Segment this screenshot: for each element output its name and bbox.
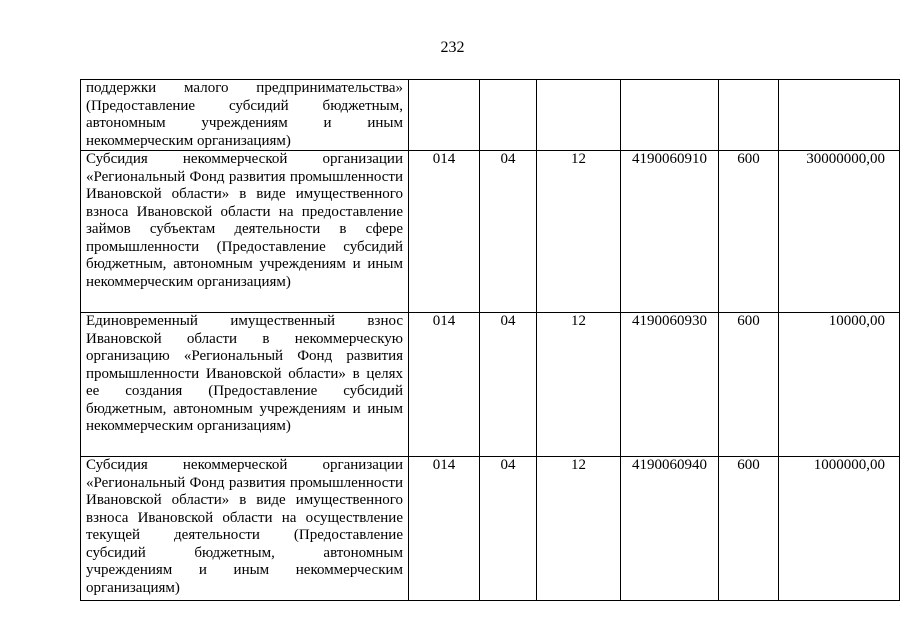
target-article-cell [621,80,719,151]
section-code-cell: 04 [480,151,537,313]
expense-type-cell [719,80,779,151]
amount-cell: 10000,00 [779,313,900,457]
subsection-code-cell: 12 [537,313,621,457]
section-code-cell: 04 [480,457,537,601]
expense-type-cell: 600 [719,313,779,457]
expense-type-cell: 600 [719,457,779,601]
ministry-code-cell [409,80,480,151]
table-row [81,151,900,313]
table-row [81,313,900,457]
amount-cell: 1000000,00 [779,457,900,601]
ministry-code-cell: 014 [409,457,480,601]
table-row [81,457,900,601]
subsection-code-cell: 12 [537,151,621,313]
table-row [81,80,900,151]
amount-cell [779,80,900,151]
ministry-code-cell: 014 [409,151,480,313]
expense-type-cell: 600 [719,151,779,313]
budget-table [80,79,900,601]
row-description: поддержки малого предпринимательства» (Предоставление субсидий бюджетным, автономным учреждениям и иным некоммерческим организациям) [81,80,409,151]
target-article-cell: 4190060940 [621,457,719,601]
target-article-cell: 4190060910 [621,151,719,313]
amount-cell: 30000000,00 [779,151,900,313]
target-article-cell: 4190060930 [621,313,719,457]
section-code-cell [480,80,537,151]
page-number: 232 [440,39,465,56]
row-description: Субсидия некоммерческой организации «Региональный Фонд развития промышленности Ивановской области» в виде имущественного взноса Ивановской области на осуществление текущей деятельности (Предоставление субсидий бюджетным, автономным учреждениям и иным некоммерческим организациям) [81,457,409,601]
row-description: Субсидия некоммерческой организации «Региональный Фонд развития промышленности Ивановской области» в виде имущественного взноса Ивановской области на предоставление займов субъектам деятельности в сфере промышленности (Предоставление субсидий бюджетным, автономным учреждениям и иным некоммерческим организациям) [81,151,409,313]
subsection-code-cell: 12 [537,457,621,601]
section-code-cell: 04 [480,313,537,457]
subsection-code-cell [537,80,621,151]
ministry-code-cell: 014 [409,313,480,457]
row-description: Единовременный имущественный взнос Ивановской области в некоммерческую организацию «Региональный Фонд развития промышленности Ивановской области» в целях ее создания (Предоставление субсидий бюджетным, автономным учреждениям и иным некоммерческим организациям) [81,313,409,457]
